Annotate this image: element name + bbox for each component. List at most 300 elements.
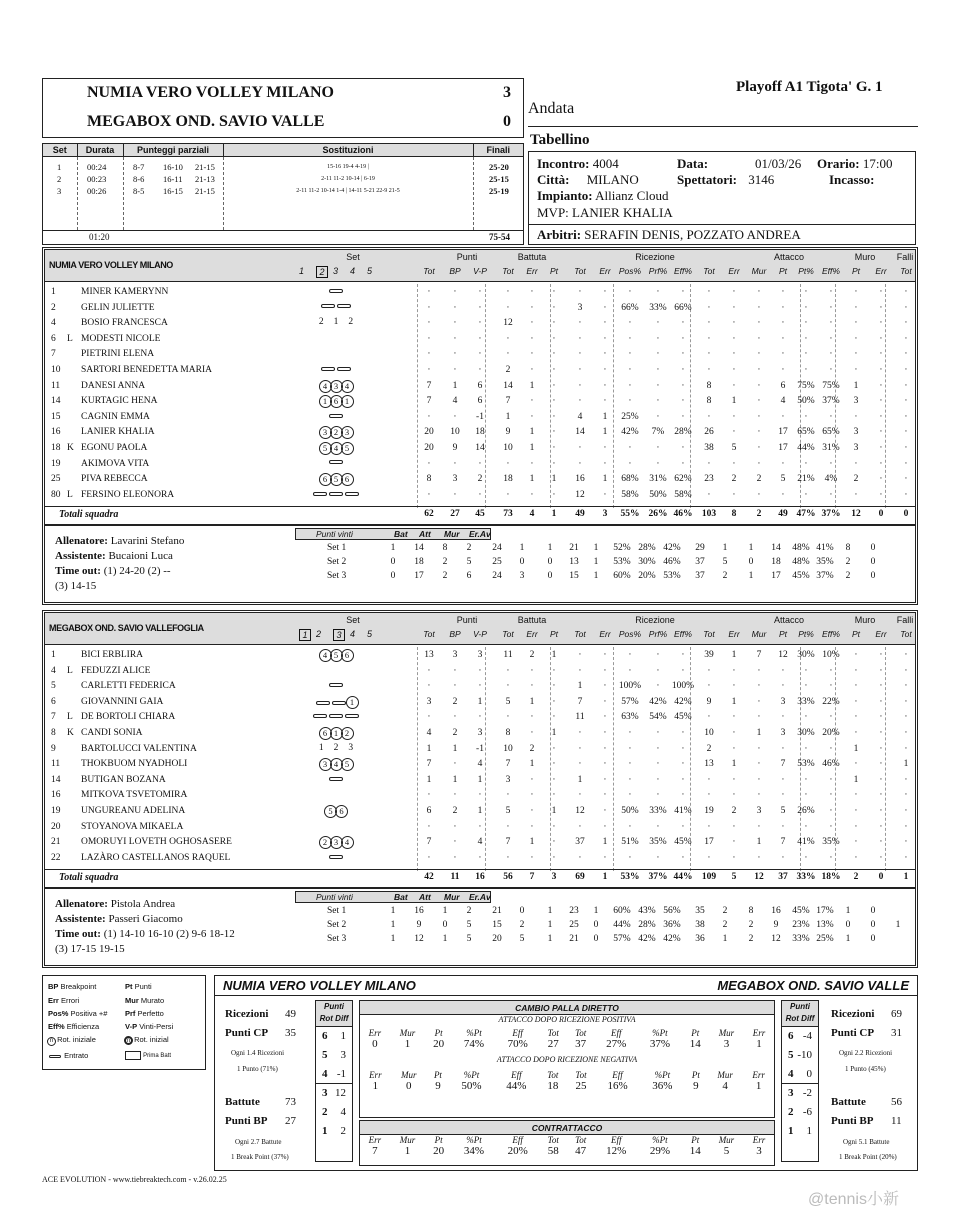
stat-cell: 3 <box>477 728 483 738</box>
sets-col-set: Set <box>43 144 77 156</box>
stat-cell: 4 <box>577 411 583 422</box>
rotation-circle: 4 <box>319 380 332 393</box>
player-number: 1 <box>51 650 56 660</box>
stat-cell: · <box>707 489 711 500</box>
stat-cell: 1 <box>477 696 483 707</box>
stat-cell: · <box>781 489 785 500</box>
stat-cell: 2 <box>706 743 712 754</box>
player-number: 6 <box>51 333 56 344</box>
rotation-row <box>316 1027 352 1046</box>
mini-head: Tot <box>547 1070 559 1080</box>
stat-cell: 45% <box>674 712 692 723</box>
stat-cell: · <box>453 287 457 297</box>
total-cell: 37 <box>778 872 788 883</box>
player-name: FEDUZZI ALICE <box>81 665 151 676</box>
att-neg-title: ATTACCO DOPO RICEZIONE NEGATIVA <box>496 1055 638 1064</box>
player-row <box>45 805 915 820</box>
footer-stats <box>214 975 918 1171</box>
col-head: Pt% <box>798 629 814 639</box>
stat-cell: · <box>757 489 761 500</box>
stat-cell: · <box>478 287 482 297</box>
mini-head: Mur <box>718 1028 735 1038</box>
stat-cell: · <box>904 743 908 754</box>
total-cell: 5 <box>731 872 737 883</box>
byset-cell: 2 <box>442 557 448 568</box>
rotation-circle: 2 <box>341 727 354 740</box>
stat-cell: · <box>478 333 482 344</box>
stat-cell: 8 <box>706 380 712 391</box>
stat-cell: 1 <box>529 759 535 770</box>
stat-cell: 9 <box>452 443 458 453</box>
group-punti: Punti <box>456 615 478 625</box>
stat-cell: 30% <box>797 728 815 738</box>
mini-cell: 20 <box>433 1038 445 1050</box>
byset-cell: 16 <box>771 906 781 917</box>
pcp-value-a: 35 <box>285 1027 296 1039</box>
byset-cell: 15 <box>569 571 579 582</box>
stat-cell: 4 <box>426 728 432 738</box>
byset-cell: 12 <box>414 934 424 945</box>
mini-cell: 20% <box>507 1145 528 1157</box>
col-head: Tot <box>703 629 715 639</box>
mini-head: Err <box>752 1028 766 1038</box>
stat-cell: · <box>829 349 833 360</box>
stat-cell: 13 <box>424 650 434 660</box>
mini-head: Pt <box>691 1070 700 1080</box>
entered-icon <box>313 714 327 718</box>
stat-cell: · <box>628 728 632 738</box>
mini-cell: 37% <box>649 1038 670 1050</box>
player-name: PIETRINI ELENA <box>81 349 155 360</box>
stat-cell: · <box>681 774 685 785</box>
set-markers <box>291 774 381 784</box>
player-row <box>45 758 915 773</box>
byset-cell: 57% <box>613 934 631 945</box>
stat-cell: 4% <box>824 474 838 485</box>
stat-cell: · <box>506 349 510 360</box>
stat-cell: · <box>506 790 510 801</box>
stat-cell: · <box>829 743 833 754</box>
byset-cell: 37% <box>816 571 834 582</box>
team-b-section <box>42 610 918 968</box>
player-row <box>45 442 915 457</box>
player-number: 4 <box>51 665 56 676</box>
mini-head: Pt <box>434 1135 443 1145</box>
stat-cell: · <box>552 302 556 313</box>
stat-cell: 7 <box>426 396 432 407</box>
stat-cell: · <box>904 696 908 707</box>
stat-cell: · <box>804 712 808 723</box>
byset-cell: 0 <box>870 557 876 568</box>
byset-label: Set 2 <box>327 920 347 931</box>
set-markers <box>291 426 381 439</box>
col-head: Mur <box>751 266 767 276</box>
byset-cell: 16 <box>414 906 424 917</box>
citta-label: Città: <box>537 172 570 187</box>
rotation-diff: -4 <box>802 1030 812 1042</box>
stat-cell: 33% <box>649 302 667 313</box>
stat-cell: · <box>904 650 908 660</box>
stat-cell: -1 <box>476 411 484 422</box>
stat-cell: · <box>453 852 457 863</box>
set-markers <box>291 286 381 296</box>
stat-cell: 3 <box>780 696 786 707</box>
stat-cell: 17 <box>778 427 788 438</box>
stat-cell: 1 <box>477 774 483 785</box>
rotation-diff: 2 <box>340 1125 346 1137</box>
byset-cell: 37 <box>695 571 705 582</box>
stat-cell: 51% <box>621 837 639 848</box>
stat-cell: · <box>854 759 858 770</box>
data-value: 01/03/26 <box>755 156 802 171</box>
rotation-circle: 6 <box>341 649 354 662</box>
stat-cell: · <box>804 411 808 422</box>
byset-label: Set 1 <box>327 543 347 554</box>
col-head: Eff% <box>674 266 692 276</box>
stat-cell: · <box>904 287 908 297</box>
stat-cell: · <box>578 443 582 453</box>
player-row <box>45 395 915 410</box>
stat-cell: · <box>804 774 808 785</box>
byset-cell: 2 <box>845 571 851 582</box>
total-cell: 49 <box>575 509 585 520</box>
col-head: Eff% <box>822 266 840 276</box>
player-name: UNGUREANU ADELINA <box>81 806 186 816</box>
stat-cell: · <box>628 821 632 832</box>
stat-cell: · <box>781 458 785 469</box>
mini-cell: 50% <box>461 1080 482 1092</box>
stat-cell: · <box>530 821 534 832</box>
stat-cell: 7% <box>651 427 665 438</box>
byset-cell: 2 <box>519 920 525 931</box>
stat-cell: 9 <box>706 696 712 707</box>
entered-icon <box>337 304 351 308</box>
player-number: 10 <box>51 365 61 375</box>
stat-cell: 7 <box>426 759 432 770</box>
col-head: Pos% <box>618 629 642 639</box>
byset-cell: 37 <box>695 557 705 568</box>
stat-cell: · <box>603 302 607 313</box>
player-number: 9 <box>51 743 56 754</box>
team-b-score: 0 <box>503 113 511 130</box>
stat-cell: · <box>478 821 482 832</box>
byset-cell: 13% <box>816 920 834 931</box>
stat-cell: · <box>804 681 808 692</box>
player-name: FERSINO ELEONORA <box>81 489 175 500</box>
byset-cell: 28% <box>638 543 656 554</box>
stat-cell: · <box>804 665 808 676</box>
stat-cell: · <box>904 852 908 863</box>
mini-head: %Pt <box>463 1070 480 1080</box>
stat-cell: · <box>478 349 482 360</box>
stat-cell: 1 <box>731 396 737 407</box>
stat-cell: 10 <box>450 427 460 438</box>
col-head: BP <box>449 266 461 276</box>
set-partial-8: 8-7 <box>133 162 145 172</box>
player-number: 7 <box>51 349 56 360</box>
legend-pt: Pt <box>125 982 133 991</box>
byset-head: Er.Av <box>469 529 491 540</box>
stat-cell: · <box>829 665 833 676</box>
arbitri-value: SERAFIN DENIS, POZZATO ANDREA <box>584 227 801 242</box>
stat-cell: · <box>757 759 761 770</box>
stat-cell: · <box>453 681 457 692</box>
total-cell: 2 <box>853 872 859 883</box>
total-cell: 44% <box>673 872 693 883</box>
mini-cell: 58 <box>547 1145 559 1157</box>
set-duration: 00:26 <box>87 186 107 196</box>
total-cell: 1 <box>602 872 608 883</box>
stat-cell: 18 <box>475 427 485 438</box>
rotation-row <box>782 1122 818 1141</box>
rotation-num: 6 <box>788 1030 794 1042</box>
stat-cell: 50% <box>621 806 639 816</box>
stat-cell: 7 <box>426 837 432 848</box>
mini-cell: 18 <box>547 1080 559 1092</box>
stat-cell: 6 <box>426 806 432 816</box>
rotation-diff: -2 <box>802 1087 812 1099</box>
rotation-num: 5 <box>322 1049 328 1061</box>
pbp-value-a: 27 <box>285 1115 296 1127</box>
total-cell: 55% <box>620 509 640 520</box>
stat-cell: 14 <box>475 443 485 453</box>
rotation-plain: 2 <box>318 317 324 328</box>
byset-cell: 9 <box>416 920 422 931</box>
stat-cell: 1 <box>529 427 535 438</box>
mini-head: Mur <box>400 1070 417 1080</box>
stat-cell: · <box>506 821 510 832</box>
group-punti: Punti <box>456 252 478 262</box>
stat-cell: 2 <box>853 474 859 485</box>
stat-cell: · <box>530 806 534 816</box>
stat-cell: 2 <box>477 474 483 485</box>
stat-cell: · <box>681 318 685 329</box>
total-cell: 45 <box>475 509 485 520</box>
stat-cell: · <box>707 302 711 313</box>
stat-cell: · <box>904 474 908 485</box>
stat-cell: 20 <box>424 443 434 453</box>
byset-head: Bat <box>394 529 408 540</box>
entered-icon <box>329 683 343 687</box>
rotation-row <box>316 1046 352 1065</box>
stat-cell: · <box>781 665 785 676</box>
byset-cell: 0 <box>870 920 876 931</box>
byset-cell: 0 <box>593 920 599 931</box>
stat-cell: 30% <box>797 650 815 660</box>
stat-cell: · <box>603 665 607 676</box>
mini-head: %Pt <box>466 1135 482 1145</box>
stat-cell: 8 <box>706 396 712 407</box>
stat-cell: 1 <box>602 427 608 438</box>
stat-cell: 1 <box>731 650 737 660</box>
byset-cell: 60% <box>613 571 631 582</box>
stat-cell: · <box>656 759 660 770</box>
stat-cell: · <box>478 302 482 313</box>
byset-cell: 1 <box>895 920 901 931</box>
stat-cell: · <box>904 489 908 500</box>
player-row <box>45 696 915 711</box>
rot-a-head2: Rot Diff <box>319 1014 349 1023</box>
set-markers <box>291 317 381 327</box>
stat-cell: · <box>879 821 883 832</box>
stat-cell: 3 <box>853 427 859 438</box>
byset-cell: 17 <box>771 571 781 582</box>
byset-cell: 1 <box>547 920 553 931</box>
mini-cell: 1 <box>404 1038 411 1050</box>
byset-cell: 35% <box>816 557 834 568</box>
stat-cell: · <box>453 790 457 801</box>
byset-cell: 2 <box>466 906 472 917</box>
stat-cell: · <box>904 302 908 313</box>
stat-cell: · <box>879 774 883 785</box>
stat-cell: 1 <box>602 837 608 848</box>
col-head: Prf% <box>648 629 668 639</box>
stat-cell: · <box>506 665 510 676</box>
contrattacco-box <box>359 1120 775 1166</box>
stat-cell: · <box>757 302 761 313</box>
stat-cell: · <box>681 743 685 754</box>
rotation-circle: 4 <box>341 836 354 849</box>
bp-a: 1 Break Point (37%) <box>231 1153 289 1161</box>
col-head: V-P <box>473 629 487 639</box>
stat-cell: · <box>829 411 833 422</box>
total-cell: 62 <box>424 509 434 520</box>
total-duration: 01:20 <box>89 232 110 242</box>
stat-cell: · <box>530 489 534 500</box>
stat-cell: · <box>656 665 660 676</box>
col-head: Eff% <box>674 629 692 639</box>
stat-cell: · <box>732 743 736 754</box>
entered-icon <box>329 414 343 418</box>
entered-icon <box>345 492 359 496</box>
player-row <box>45 302 915 317</box>
stat-cell: · <box>478 681 482 692</box>
stat-cell: 7 <box>505 837 511 848</box>
stat-cell: · <box>530 774 534 785</box>
set-number-head: 5 <box>367 266 373 276</box>
stat-cell: · <box>628 333 632 344</box>
stat-cell: · <box>603 380 607 391</box>
stat-cell: 20 <box>424 427 434 438</box>
legend-mur: Mur <box>125 996 139 1005</box>
legend-eff-text: Efficienza <box>66 1022 100 1031</box>
stat-cell: · <box>603 728 607 738</box>
stat-cell: · <box>854 806 858 816</box>
stat-cell: · <box>781 349 785 360</box>
stat-cell: · <box>781 411 785 422</box>
stat-cell: · <box>732 365 736 375</box>
stat-cell: 21% <box>797 474 815 485</box>
rotation-diff: 0 <box>806 1068 812 1080</box>
stat-cell: 10% <box>822 650 840 660</box>
stat-cell: 1 <box>577 774 583 785</box>
stat-cell: · <box>578 458 582 469</box>
player-name: CAGNIN EMMA <box>81 411 150 422</box>
stat-cell: · <box>829 852 833 863</box>
stat-cell: · <box>804 318 808 329</box>
mini-head: Err <box>752 1070 765 1080</box>
rotation-circle: 3 <box>330 380 343 393</box>
stat-cell: · <box>879 837 883 848</box>
rotation-circle: 5 <box>330 649 343 662</box>
byset-cell: 0 <box>870 934 876 945</box>
stat-cell: · <box>603 821 607 832</box>
set-number-head: 4 <box>350 266 356 276</box>
rotation-circle: 2 <box>319 836 332 849</box>
stat-cell: · <box>904 728 908 738</box>
stat-cell: 11 <box>503 650 513 660</box>
stat-cell: · <box>478 852 482 863</box>
byset-cell: 25 <box>569 920 579 931</box>
stat-cell: · <box>757 821 761 832</box>
byset-cell: 9 <box>773 920 779 931</box>
stat-cell: · <box>603 774 607 785</box>
byset-cell: 45% <box>792 571 810 582</box>
col-head: Pt <box>851 266 861 276</box>
rotation-plain: 2 <box>333 742 339 753</box>
stat-cell: · <box>757 427 761 438</box>
player-name: BARTOLUCCI VALENTINA <box>81 743 197 754</box>
stat-cell: · <box>552 759 556 770</box>
ric-label-b: Ricezioni <box>831 1008 875 1020</box>
stat-cell: 2 <box>529 743 535 754</box>
rot-b-head2: Rot Diff <box>785 1014 815 1023</box>
stat-cell: · <box>603 759 607 770</box>
byset-cell: 2 <box>466 543 472 554</box>
stat-cell: · <box>804 790 808 801</box>
stat-cell: · <box>904 333 908 344</box>
byset-cell: 1 <box>547 906 553 917</box>
stat-cell: · <box>904 365 908 375</box>
player-row <box>45 426 915 441</box>
byset-cell: 5 <box>466 934 472 945</box>
player-name: LANIER KHALIA <box>81 427 155 438</box>
byset-cell: 0 <box>845 920 851 931</box>
stat-cell: · <box>478 489 482 500</box>
stat-cell: · <box>757 380 761 391</box>
stat-cell: 2 <box>452 696 458 707</box>
stat-cell: · <box>732 287 736 297</box>
rotation-circle: 6 <box>341 473 354 486</box>
stat-cell: 66% <box>621 302 639 313</box>
rotation-circle: 3 <box>319 758 332 771</box>
mini-head: %Pt <box>654 1070 671 1080</box>
stat-cell: · <box>530 365 534 375</box>
stat-cell: 1 <box>477 806 483 816</box>
stat-cell: · <box>506 681 510 692</box>
legend-rot2: Rot. inizial <box>134 1035 169 1044</box>
player-name: DANESI ANNA <box>81 380 146 391</box>
stat-cell: 1 <box>426 743 432 754</box>
rotation-row <box>316 1122 352 1141</box>
byset-head: Att <box>419 892 431 903</box>
stat-cell: 54% <box>649 712 667 723</box>
player-name: GELIN JULIETTE <box>81 302 155 313</box>
stat-cell: 1 <box>529 474 535 485</box>
rotation-num: 2 <box>788 1106 794 1118</box>
mini-head: Tot <box>575 1070 587 1080</box>
stat-cell: 1 <box>853 743 859 754</box>
stat-cell: · <box>603 287 607 297</box>
mini-cell: 12% <box>606 1145 627 1157</box>
legend-prf: Prf <box>125 1009 136 1018</box>
bat-label-a: Battute <box>225 1096 260 1108</box>
set-duration: 00:24 <box>87 162 107 172</box>
mini-cell: 9 <box>693 1080 699 1092</box>
legend-mur-text: Murato <box>140 996 165 1005</box>
stat-cell: · <box>552 837 556 848</box>
stat-cell: · <box>530 318 534 329</box>
